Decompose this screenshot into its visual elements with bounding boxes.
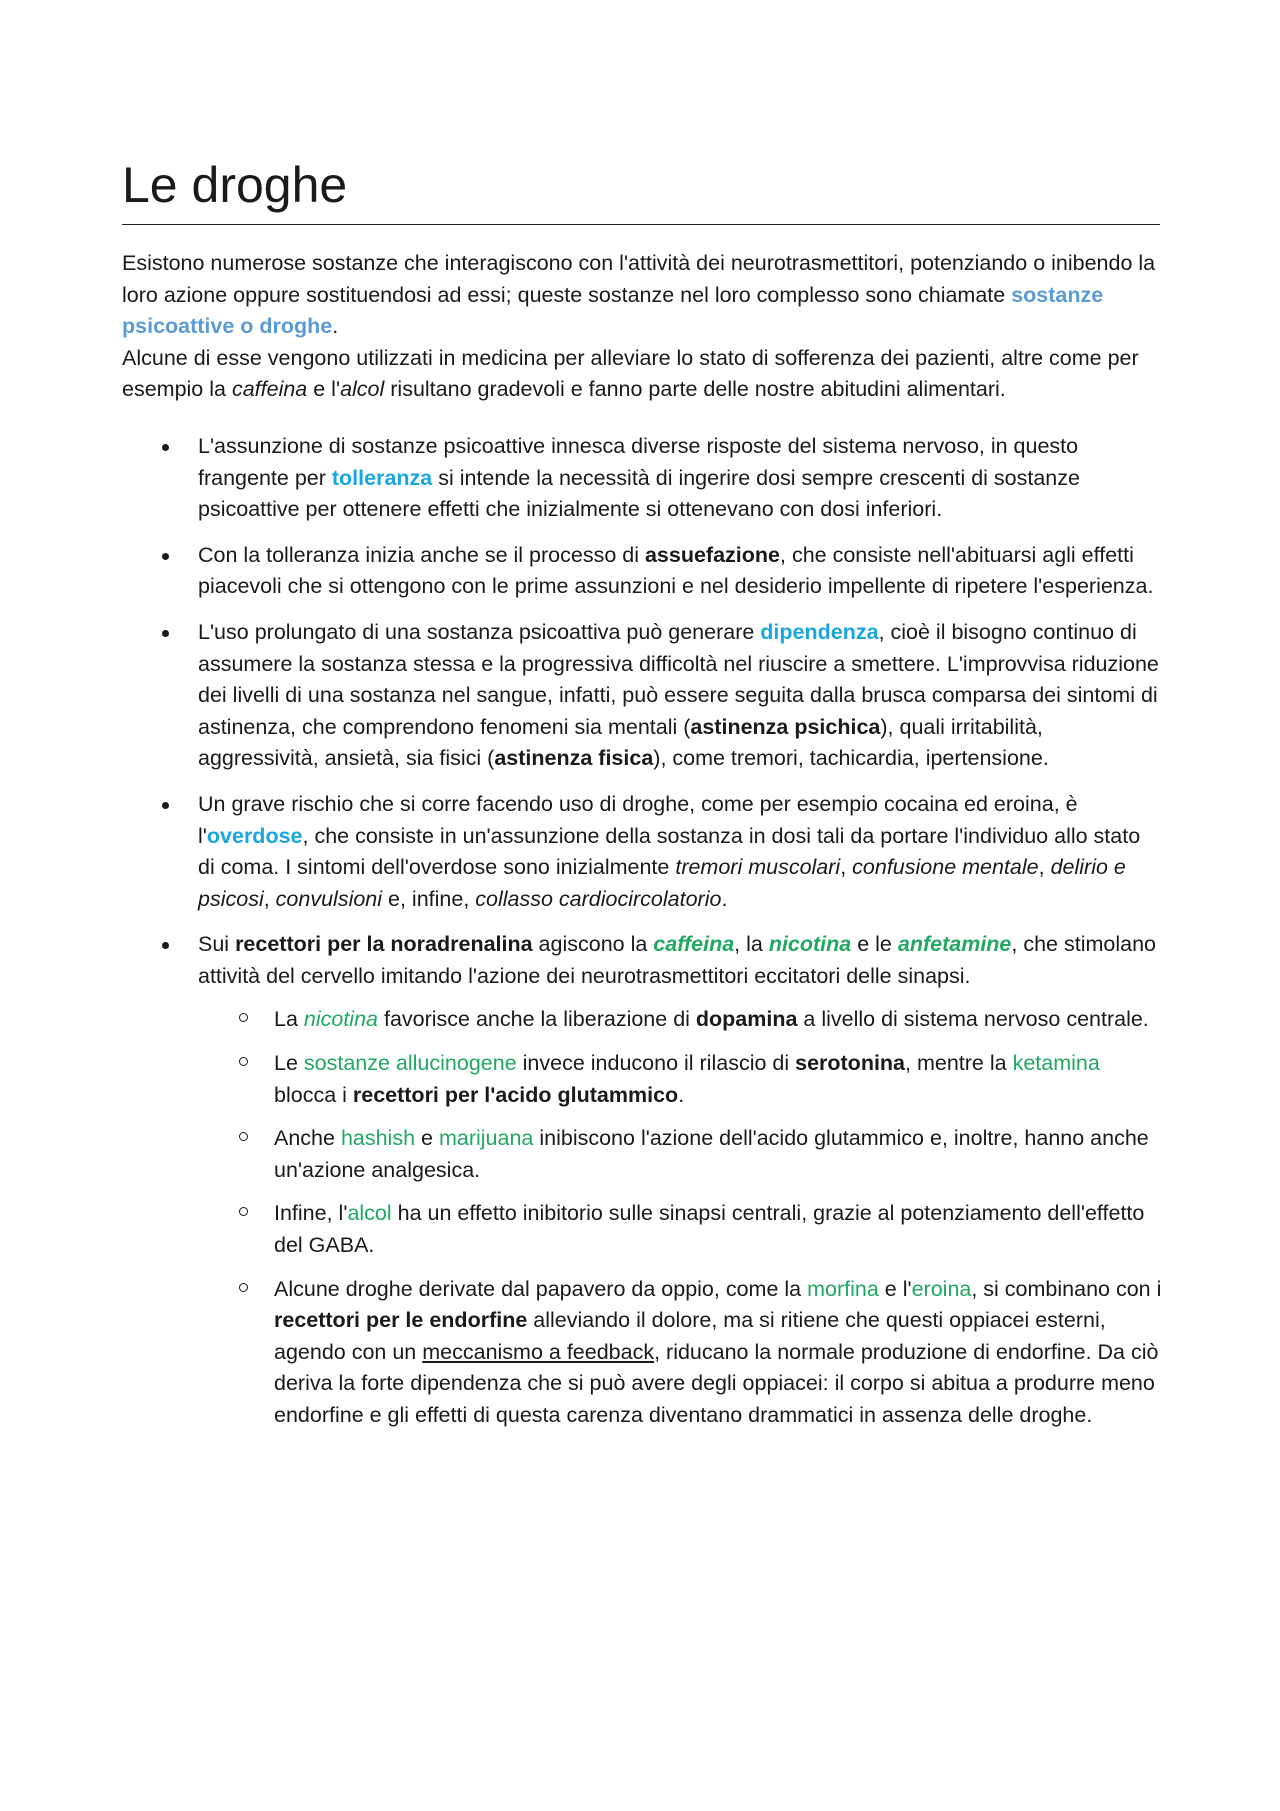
bullet-dot-icon [162, 630, 169, 637]
text-run: Esistono numerose sostanze che interagiscono con l'attività dei neurotrasmettitori, potenziando o inibendo la loro azione oppure sostituendosi ad essi; queste sostanze nel loro complesso sono chiamate [122, 251, 1156, 307]
text-run: , che stimolano attività del cervello imitando l'azione dei neurotrasmettitori eccitatori delle sinapsi. [198, 932, 1156, 988]
bullet-item [122, 789, 1162, 915]
text-run: alleviando il dolore, ma si ritiene che questi oppiacei esterni, agendo con un [274, 1308, 1106, 1364]
text-run: ), come tremori, tachicardia, ipertensione. [653, 746, 1049, 771]
text-run: eroina [911, 1276, 972, 1301]
text-run: blocca i [274, 1082, 353, 1107]
text-run: alcol [347, 1201, 392, 1226]
intro-paragraph [122, 248, 1162, 343]
text-run: caffeina [231, 377, 308, 402]
text-run: La [274, 1007, 304, 1032]
text-run: Infine, l' [274, 1201, 348, 1226]
text-run: si intende la necessità di ingerire dosi sempre crescenti di sostanze psicoattive per ottenere effetti che inizialmente si ottenevano con dosi inferiori. [198, 465, 1080, 522]
text-run: Con la tolleranza inizia anche se il processo di [198, 542, 645, 567]
sub-bullet-item [198, 1048, 1162, 1111]
text-run: tolleranza [331, 465, 433, 490]
circle-bullet-icon [239, 1057, 248, 1066]
text-run: marijuana [438, 1126, 534, 1151]
sub-bullet-item [198, 1004, 1162, 1036]
text-run: e l' [307, 377, 341, 402]
text-run: e l' [878, 1276, 912, 1301]
sub-bullet-text [274, 1051, 1100, 1107]
text-run: convulsioni [275, 886, 383, 911]
bullet-dot-icon [162, 553, 169, 560]
page-title: Le droghe [122, 150, 1160, 225]
circle-bullet-icon [239, 1207, 248, 1216]
text-run: L'assunzione di sostanze psicoattive innesca diverse risposte del sistema nervoso, in questo frangente per [198, 433, 1079, 490]
document-body [122, 248, 1162, 1446]
text-run: Le [274, 1051, 304, 1076]
text-run: , riducano la normale produzione di endorfine. Da ciò deriva la forte dipendenza che si può avere degli oppiacei: il corpo si abitua a produrre meno endorfine e gli effetti di questa carenza diventano drammatici in assenza delle droghe. [274, 1339, 1159, 1427]
text-run: Anche [274, 1126, 341, 1151]
sub-bullet-text [274, 1201, 1144, 1257]
text-run: alcol [340, 377, 385, 402]
text-run: serotonina [795, 1051, 906, 1076]
text-run: , che consiste in un'assunzione della sostanza in dosi tali da portare l'individuo allo stato di coma. I sintomi dell'overdose sono inizialmente [198, 823, 1141, 880]
bullet-text [198, 932, 1156, 988]
circle-bullet-icon [239, 1013, 248, 1022]
text-run: e, infine, [382, 886, 476, 911]
sub-bullet-list [198, 1004, 1162, 1431]
text-run: caffeina [653, 932, 735, 957]
intro-paragraph [122, 343, 1162, 406]
text-run: nicotina [768, 932, 852, 957]
text-run: , [840, 855, 853, 880]
sub-bullet-text [274, 1277, 1161, 1427]
text-run: astinenza fisica [494, 746, 654, 771]
text-run: dopamina [695, 1007, 798, 1032]
text-run: ha un effetto inibitorio sulle sinapsi centrali, grazie al potenziamento dell'effetto del GABA. [274, 1201, 1145, 1258]
text-run: risultano gradevoli e fanno parte delle nostre abitudini alimentari. [384, 377, 1006, 402]
text-run: meccanismo a feedback [422, 1339, 655, 1364]
text-run: Un grave rischio che si corre facendo uso di droghe, come per esempio cocaina ed eroina, è l' [198, 791, 1078, 848]
text-run: hashish [340, 1126, 416, 1151]
bullet-text [198, 434, 1080, 521]
bullet-dot-icon [162, 444, 169, 451]
circle-bullet-icon [239, 1283, 248, 1292]
bullet-item [122, 431, 1162, 526]
bullet-list [122, 431, 1162, 1432]
bullet-item [122, 540, 1162, 603]
text-run: confusione mentale [852, 855, 1039, 880]
text-run: sostanze psicoattive o droghe [122, 282, 1104, 339]
text-run: recettori per la noradrenalina [235, 932, 533, 957]
sub-bullet-text [274, 1007, 1149, 1031]
text-run: . [721, 886, 728, 911]
text-run: invece inducono il rilascio di [516, 1051, 796, 1076]
text-run: ketamina [1012, 1051, 1100, 1076]
bullet-text [198, 543, 1153, 599]
text-run: astinenza psichica [690, 714, 881, 739]
sub-bullet-item [198, 1123, 1162, 1186]
text-run: Alcune di esse vengono utilizzati in medicina per alleviare lo stato di sofferenza dei pazienti, altre come per esempio la [122, 345, 1139, 402]
text-run: collasso cardiocircolatorio [475, 886, 722, 911]
text-run: assuefazione [644, 542, 780, 567]
text-run: Sui [198, 932, 236, 957]
text-run: recettori per l'acido glutammico [352, 1082, 679, 1107]
text-run: morfina [807, 1276, 879, 1301]
text-run: a livello di sistema nervoso centrale. [797, 1007, 1149, 1032]
text-run: L'uso prolungato di una sostanza psicoattiva può generare [198, 619, 761, 644]
bullet-item [122, 929, 1162, 1431]
text-run: sostanze allucinogene [303, 1051, 517, 1076]
text-run: anfetamine [897, 932, 1012, 957]
text-run: inibiscono l'azione dell'acido glutammico e, inoltre, hanno anche un'azione analgesica. [274, 1126, 1149, 1182]
text-run: dipendenza [760, 619, 879, 644]
text-run: delirio e psicosi [198, 855, 1126, 911]
bullet-text [198, 792, 1140, 911]
text-run: . [332, 314, 339, 339]
bullet-dot-icon [162, 802, 169, 809]
text-run: , si combinano con i [971, 1276, 1162, 1301]
text-run: e [415, 1126, 439, 1151]
text-run: agiscono la [532, 932, 654, 957]
sub-bullet-item [198, 1198, 1162, 1261]
text-run: ), quali irritabilità, aggressività, ansietà, sia fisici ( [198, 714, 1043, 771]
text-run: , [263, 886, 276, 911]
text-run: . [678, 1082, 685, 1107]
text-run: , mentre la [905, 1051, 1013, 1076]
text-run: , cioè il bisogno continuo di assumere la sostanza stessa e la progressiva difficoltà nel riuscire a smettere. L'improvvisa riduzione dei livelli di una sostanza nel sangue, infatti, può essere seguita dalla brusca comparsa dei sintomi di astinenza, che comprendono fenomeni sia mentali ( [198, 619, 1159, 739]
bullet-text [198, 620, 1159, 770]
text-run: recettori per le endorfine [274, 1308, 528, 1333]
text-run: tremori muscolari [675, 855, 841, 880]
sub-bullet-text [274, 1126, 1149, 1182]
text-run: , [1038, 855, 1051, 880]
text-run: Alcune droghe derivate dal papavero da oppio, come la [274, 1276, 808, 1301]
bullet-dot-icon [162, 942, 169, 949]
sub-bullet-item [198, 1274, 1162, 1432]
text-run: e le [851, 932, 898, 957]
text-run: overdose [206, 823, 303, 848]
text-run: , la [734, 932, 769, 957]
circle-bullet-icon [239, 1132, 248, 1141]
text-run: , che consiste nell'abituarsi agli effetti piacevoli che si ottengono con le prime assunzioni e nel desiderio impellente di ripetere l'esperienza. [198, 542, 1154, 599]
bullet-item [122, 617, 1162, 775]
text-run: nicotina [303, 1007, 378, 1032]
text-run: favorisce anche la liberazione di [378, 1007, 696, 1032]
